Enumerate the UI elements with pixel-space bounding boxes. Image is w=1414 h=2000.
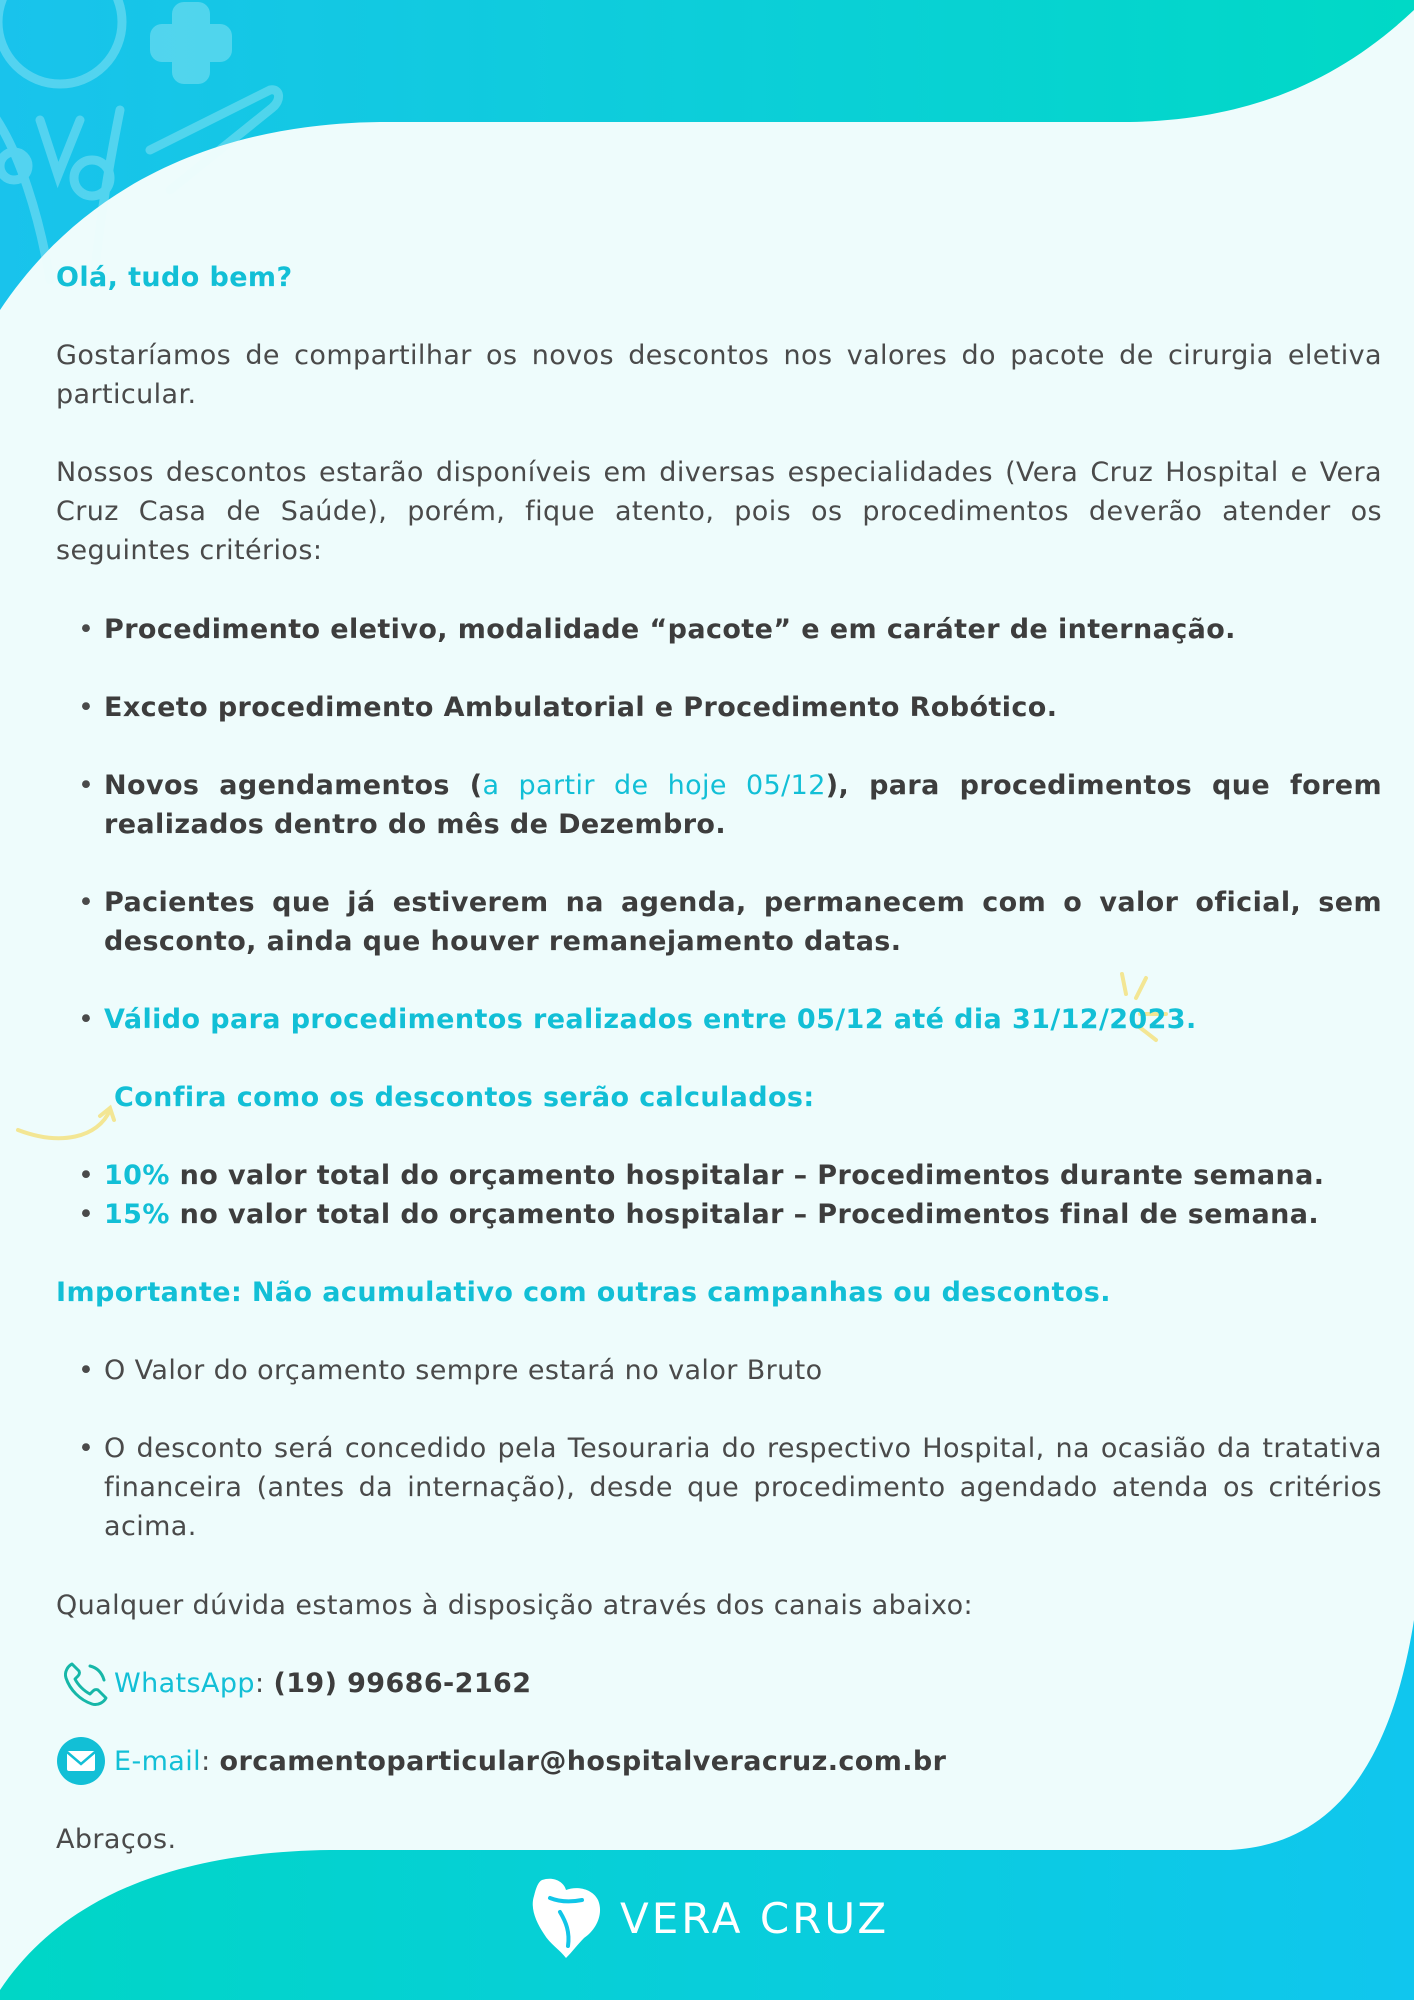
closing: Abraços.	[56, 1824, 177, 1855]
greeting: Olá, tudo bem?	[56, 262, 293, 293]
intro-paragraph: Gostaríamos de compartilhar os novos descontos nos valores do pacote de cirurgia eletiva particular.	[56, 340, 1382, 410]
discount-item-2	[104, 1195, 1382, 1234]
important-notice: Importante: Não acumulativo com outras campanhas ou descontos.	[56, 1277, 1111, 1308]
note-item-2: • O desconto será concedido pela Tesouraria do respectivo Hospital, na ocasião da tratativa financeira (antes da internação), desde que procedimento agendado atenda os critérios acima.	[104, 1429, 1382, 1546]
email-label: E-mail	[114, 1746, 202, 1777]
criteria-item-1: • Procedimento eletivo, modalidade “pacote” e em caráter de internação.	[104, 610, 1382, 649]
criteria-item-3-prefix: Novos agendamentos (	[104, 770, 483, 801]
discount-1-text: no valor total do orçamento hospitalar – Procedimentos durante semana.	[169, 1160, 1325, 1191]
whatsapp-number[interactable]: (19) 99686-2162	[273, 1668, 532, 1699]
discount-1-percent: 10%	[104, 1160, 170, 1191]
discount-2-percent: 15%	[104, 1199, 170, 1230]
discount-2-text: no valor total do orçamento hospitalar – Procedimentos final de semana.	[169, 1199, 1320, 1230]
criteria-intro-paragraph: Nossos descontos estarão disponíveis em diversas especialidades (Vera Cruz Hospital e Vera Cruz Casa de Saúde), porém, fique atento, pois os procedimentos deverão atender os seguintes critérios:	[56, 457, 1382, 566]
discount-item-1	[104, 1156, 1382, 1195]
logo-text: VERA CRUZ	[620, 1894, 890, 1943]
criteria-item-2: • Exceto procedimento Ambulatorial e Procedimento Robótico.	[104, 688, 1382, 727]
arrow-icon	[18, 1108, 114, 1138]
email-text	[114, 1742, 946, 1781]
criteria-item-5: • Válido para procedimentos realizados entre 05/12 até dia 31/12/2023.	[104, 1000, 1382, 1039]
criteria-item-4: • Pacientes que já estiverem na agenda, permanecem com o valor oficial, sem desconto, ainda que houver remanejamento datas.	[104, 883, 1382, 961]
note-item-1: • O Valor do orçamento sempre estará no valor Bruto	[104, 1351, 1382, 1390]
email-address[interactable]: orcamentoparticular@hospitalveracruz.com.br	[219, 1746, 947, 1777]
whatsapp-text	[114, 1664, 531, 1703]
logo-mark-icon	[520, 1872, 612, 1964]
criteria-item-3-suffix: ), para procedimentos que forem realizados dentro do mês de Dezembro.	[104, 770, 1383, 840]
contact-intro: Qualquer dúvida estamos à disposição através dos canais abaixo:	[56, 1590, 974, 1621]
calc-heading: Confira como os descontos serão calculados:	[114, 1082, 815, 1113]
phone-icon	[60, 1658, 110, 1708]
whatsapp-separator: :	[254, 1668, 274, 1699]
criteria-item-3	[104, 766, 1382, 844]
email-separator: :	[201, 1746, 220, 1777]
whatsapp-label: WhatsApp	[114, 1668, 255, 1699]
criteria-item-3-date: a partir de hoje 05/12	[482, 770, 826, 801]
vera-cruz-logo	[520, 1872, 910, 1972]
mail-icon	[56, 1736, 106, 1786]
